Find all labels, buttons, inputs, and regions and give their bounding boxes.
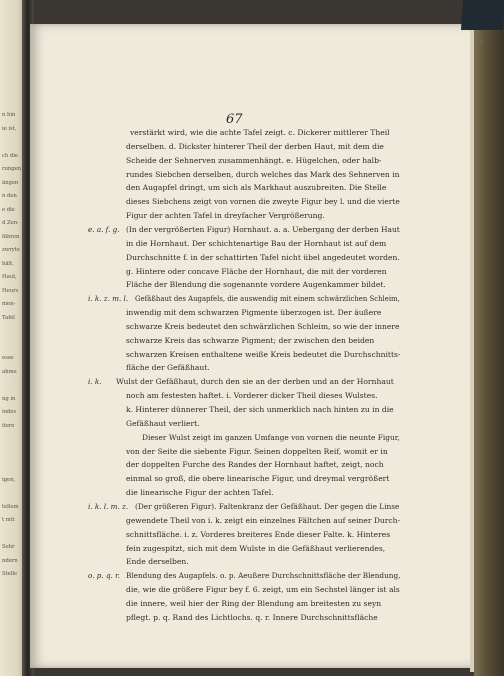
left-margin-fragment: indes [2,409,17,415]
page-number: 67 [226,112,243,127]
left-margin-fragment: ie ist, [2,125,17,132]
text-line: schwarzen Kreisen enthaltene weiße Kreis bedeutet die Durchschnitts- [126,349,401,359]
left-margin-fragment: hält. [2,260,14,267]
left-margin-fragment: zwryte [2,247,20,253]
left-margin-fragment: t mit [2,517,15,523]
text-line: Wulst der Gefäßhaut, durch den sie an der derben und an der Hornhaut [116,377,394,387]
text-line: fein zugespitzt, sich mit dem Wulste in die Gefäßhaut verlierendes, [126,543,386,553]
left-margin-fragment: itere [2,422,15,429]
text-line: Scheide der Sehnerven zusammenhängt. e. Hügelchen, oder halb- [126,155,382,165]
text-line: g. Hintere oder concave Fläche der Hornhaut, die mit der vorderen [126,266,387,276]
left-margin-fragment: d Zen- [2,220,19,226]
text-line: die, wie die größere Figur bey f. 6. zeigt, um ein Sechstel länger ist als [126,585,400,595]
text-line: pflegt. p. q. Rand des Lichtlochs. q. r. Innere Durchschnittsfläche [126,612,378,622]
left-margin-fragment: rungen [2,166,22,172]
text-line: derselben. d. Dickster hinterer Theil der derben Haut, mit dem die [126,141,384,151]
text-line: der doppelten Furche des Randes der Hornhaut haftet, zeigt, noch [126,460,384,470]
text-line: in die Hornhaut. Der schichtenartige Bau der Hornhaut ist auf dem [126,238,387,248]
mounting-tape [461,0,504,30]
figure-label: i. k. z. m. l. [88,294,129,304]
text-line: dieses Siebchens zeigt von vornen die zweyte Figur bey l. und die vierte [126,197,400,207]
text-line: von der Seite die siebente Figur. Seinen doppelten Reif, womit er in [126,446,388,456]
figure-label: e. a. f. g. [88,224,120,234]
left-margin-fragment: men- [2,301,16,307]
left-margin-fragment: ahme [2,368,17,375]
left-margin-fragment: esse [2,355,14,361]
corner-number: 73 [474,38,483,46]
figure-label: o. p. q. r. [88,571,121,581]
text-line: Gefäßhaut verliert. [126,418,200,428]
text-line: Dieser Wulst zeigt im ganzen Umfange von vornen die neunte Figur, [142,432,400,442]
text-line: Gefäßhaut des Augapfels, die auswendig mit einem schwärzlichen Schleim, [135,294,401,304]
text-line: (Der größeren Figur). Faltenkranz der Gefäßhaut. Der gegen die Linse [135,501,400,511]
text-line: (In der vergrößerten Figur) Hornhaut. a. a. Uebergang der derben Haut [126,224,400,234]
text-line: Durchschnitte f. in der schattirten Tafel nicht übel angedeutet worden. [126,252,400,262]
text-line: noch am festesten haftet. i. Vorderer dicker Theil dieses Wulstes. [126,391,378,401]
text-line: verstärkt wird, wie die achte Tafel zeigt. c. Dickerer mittlerer Theil [130,128,390,137]
left-margin-fragment: e die [2,206,15,213]
text-line: rundes Siebchen derselben, durch welches das Mark des Sehnerven in [126,169,400,179]
left-margin-fragment: n den [2,193,17,199]
book-cover-board [474,0,504,676]
left-margin-fragment: fähren [2,233,20,240]
text-line: fläche der Gefäßhaut. [126,363,210,373]
text-line: Figur der achten Tafel in dreyfacher Vergrößerung. [126,211,325,221]
left-margin-fragment: n hin [2,112,16,118]
text-line: die linearische Figur der achten Tafel. [126,488,274,498]
left-margin-fragment: tellem [2,503,19,510]
left-margin-fragment: ng in [2,395,16,402]
text-line: Fläche der Blendung die sogenannte vordere Augenkammer bildet. [126,280,386,290]
left-margin-fragment: Heurs [2,287,19,294]
text-line: Blendung des Augapfels. o. p. Aeußere Durchschnittsfläche der Blendung, [126,571,401,581]
left-margin-fragment: igen, [2,476,16,483]
figure-label: i. k. l. m. z. [88,501,129,511]
text-line: die innere, weil hier der Ring der Blendung am breitesten zu seyn [126,598,382,608]
text-line: schnittsfläche. i. z. Vorderes breiteres Ende dieser Falte. k. Hinteres [126,529,391,539]
left-margin-fragment: Stelle [2,571,18,577]
text-line: einmal so groß, die obere linearische Figur, und dreymal vergrößert [126,474,390,484]
figure-label: i. k. [88,377,102,387]
left-margin-fragment: Tafel [2,314,15,321]
left-margin-fragment: ch die [2,152,18,159]
text-line: schwarze Kreis das schwarze Pigment; der zwischen den beiden [126,335,375,345]
text-line: den Augapfel dringt, um sich als Markhaut auszubreiten. Die Stelle [126,183,387,193]
text-line: gewendete Theil von i. k. zeigt ein einzelnes Fältchen auf seiner Durch- [126,515,401,525]
left-margin-fragment: Sehr [2,544,15,550]
text-line: schwarze Kreis bedeutet den schwärzlichen Schleim, so wie der innere [126,321,400,331]
left-margin-fragment: ängen [2,179,19,186]
left-margin-fragment: ndern [2,557,18,564]
text-line: Ende derselben. [126,557,189,567]
text-line: k. Hinterer dünnerer Theil, der sich unmerklich nach hinten zu in die [126,405,394,414]
text-line: inwendig mit dem schwarzen Pigmente überzogen ist. Der äußere [126,308,382,318]
left-margin-fragment: Haut, [2,274,17,280]
